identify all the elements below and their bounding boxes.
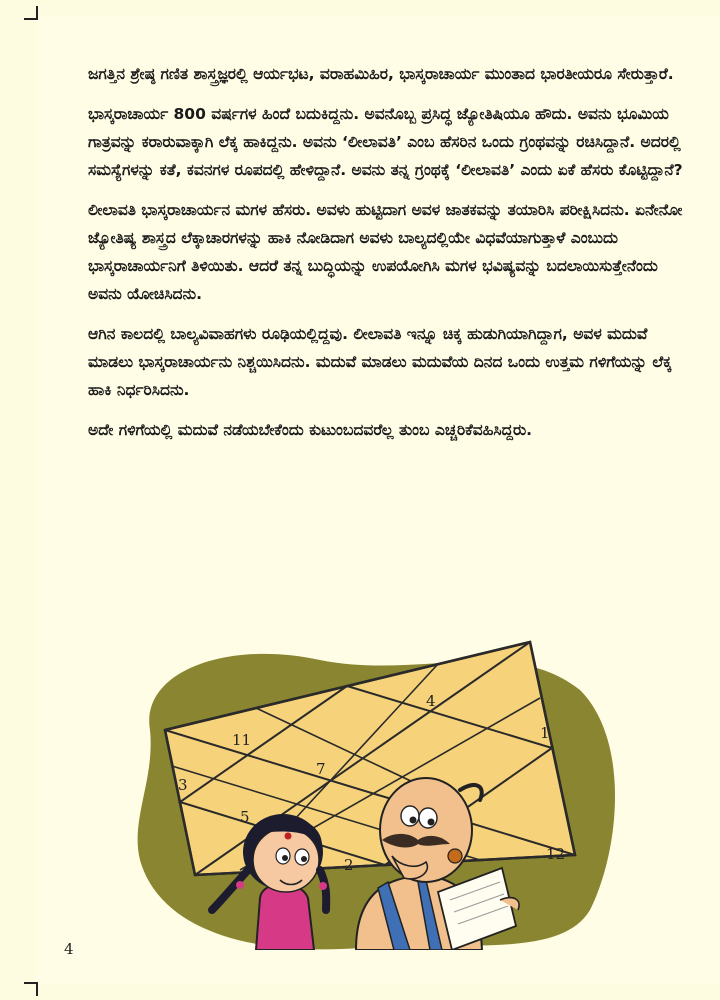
paragraph-1: ಜಗತ್ತಿನ ಶ್ರೇಷ್ಠ ಗಣಿತ ಶಾಸ್ತ್ರಜ್ಞರಲ್ಲಿ ಆರ್ಯಭಟ, ವರಾಹಮಿಹಿರ, ಭಾಸ್ಕರಾಚಾರ್ಯ ಮುಂತಾದ ಭಾರತೀಯರೂ ಸೇರುತ್ತಾರೆ. [88,65,674,83]
paragraph-2: ಭಾಸ್ಕರಾಚಾರ್ಯ 800 ವರ್ಷಗಳ ಹಿಂದೆ ಬದುಕಿದ್ದನು. ಅವನೊಬ್ಬ ಪ್ರಸಿದ್ಧ ಜ್ಯೋತಿಷಿಯೂ ಹೌದು. ಅವನು ಭೂಮಿಯ ಗಾತ್ರವನ್ನು ಕರಾರುವಾಕ್ಕಾಗಿ ಲೆಕ್ಕ ಹಾಕಿದ್ದನು. ಅವನು ‘ಲೀಲಾವತಿ’ ಎಂಬ ಹೆಸರಿನ ಒಂದು ಗ್ರಂಥವನ್ನು ರಚಿಸಿದ್ದಾನೆ. ಅದರಲ್ಲಿ ಸಮಸ್ಯೆಗಳನ್ನು ಕತೆ, ಕವನಗಳ ರೂಪದಲ್ಲಿ ಹೇಳಿದ್ದಾನೆ. ಅವನು ತನ್ನ ಗ್ರಂಥಕ್ಕೆ ‘ಲೀಲಾವತಿ’ ಎಂದು ಏಕೆ ಹೆಸರು ಕೊಟ್ಟಿದ್ದಾನೆ? [88,105,683,179]
chart-number-12: 12 [546,845,566,863]
crop-mark-bottom-left [24,982,38,996]
paragraph-3: ಲೀಲಾವತಿ ಭಾಸ್ಕರಾಚಾರ್ಯನ ಮಗಳ ಹೆಸರು. ಅವಳು ಹುಟ್ಟಿದಾಗ ಅವಳ ಜಾತಕವನ್ನು ತಯಾರಿಸಿ ಪರೀಕ್ಷಿಸಿದನು. ಏನೇನೋ ಜ್ಯೋತಿಷ್ಯ ಶಾಸ್ತ್ರದ ಲೆಕ್ಕಾಚಾರಗಳನ್ನು ಹಾಕಿ ನೋಡಿದಾಗ ಅವಳು ಬಾಲ್ಯದಲ್ಲಿಯೇ ವಿಧವೆಯಾಗುತ್ತಾಳೆ ಎಂಬುದು ಭಾಸ್ಕರಾಚಾರ್ಯನಿಗೆ ತಿಳಿಯಿತು. ಆದರೆ ತನ್ನ ಬುದ್ಧಿಯನ್ನು ಉಪಯೋಗಿಸಿ ಮಗಳ ಭವಿಷ್ಯವನ್ನು ಬದಲಾಯಿಸುತ್ತೇನೆಂದು ಅವನು ಯೋಚಿಸಿದನು. [88,201,683,303]
horoscope-illustration [120,630,620,950]
chart-number-1: 1 [540,724,550,742]
chart-number-3: 3 [178,776,188,794]
page-number: 4 [64,940,74,958]
chart-number-2: 2 [344,856,354,874]
chart-number-7: 7 [316,760,326,778]
chart-number-4: 4 [426,692,436,710]
body-text [88,60,688,456]
paragraph-5: ಅದೇ ಗಳಿಗೆಯಲ್ಲಿ ಮದುವೆ ನಡೆಯಬೇಕೆಂದು ಕುಟುಂಬದವರೆಲ್ಲ ತುಂಬ ಎಚ್ಚರಿಕೆವಹಿಸಿದ್ದರು. [88,421,533,439]
chart-number-11: 11 [232,731,252,749]
chart-number-5: 5 [240,808,250,826]
crop-mark-top-left [24,6,38,20]
paragraph-4: ಆಗಿನ ಕಾಲದಲ್ಲಿ ಬಾಲ್ಯವಿವಾಹಗಳು ರೂಢಿಯಲ್ಲಿದ್ದವು. ಲೀಲಾವತಿ ಇನ್ನೂ ಚಿಕ್ಕ ಹುಡುಗಿಯಾಗಿದ್ದಾಗ, ಅವಳ ಮದುವೆ ಮಾಡಲು ಭಾಸ್ಕರಾಚಾರ್ಯನು ನಿಶ್ಚಯಿಸಿದನು. ಮದುವೆ ಮಾಡಲು ಮದುವೆಯ ದಿನದ ಒಂದು ಉತ್ತಮ ಗಳಿಗೆಯನ್ನು ಲೆಕ್ಕ ಹಾಕಿ ನಿರ್ಧರಿಸಿದನು. [88,325,672,399]
